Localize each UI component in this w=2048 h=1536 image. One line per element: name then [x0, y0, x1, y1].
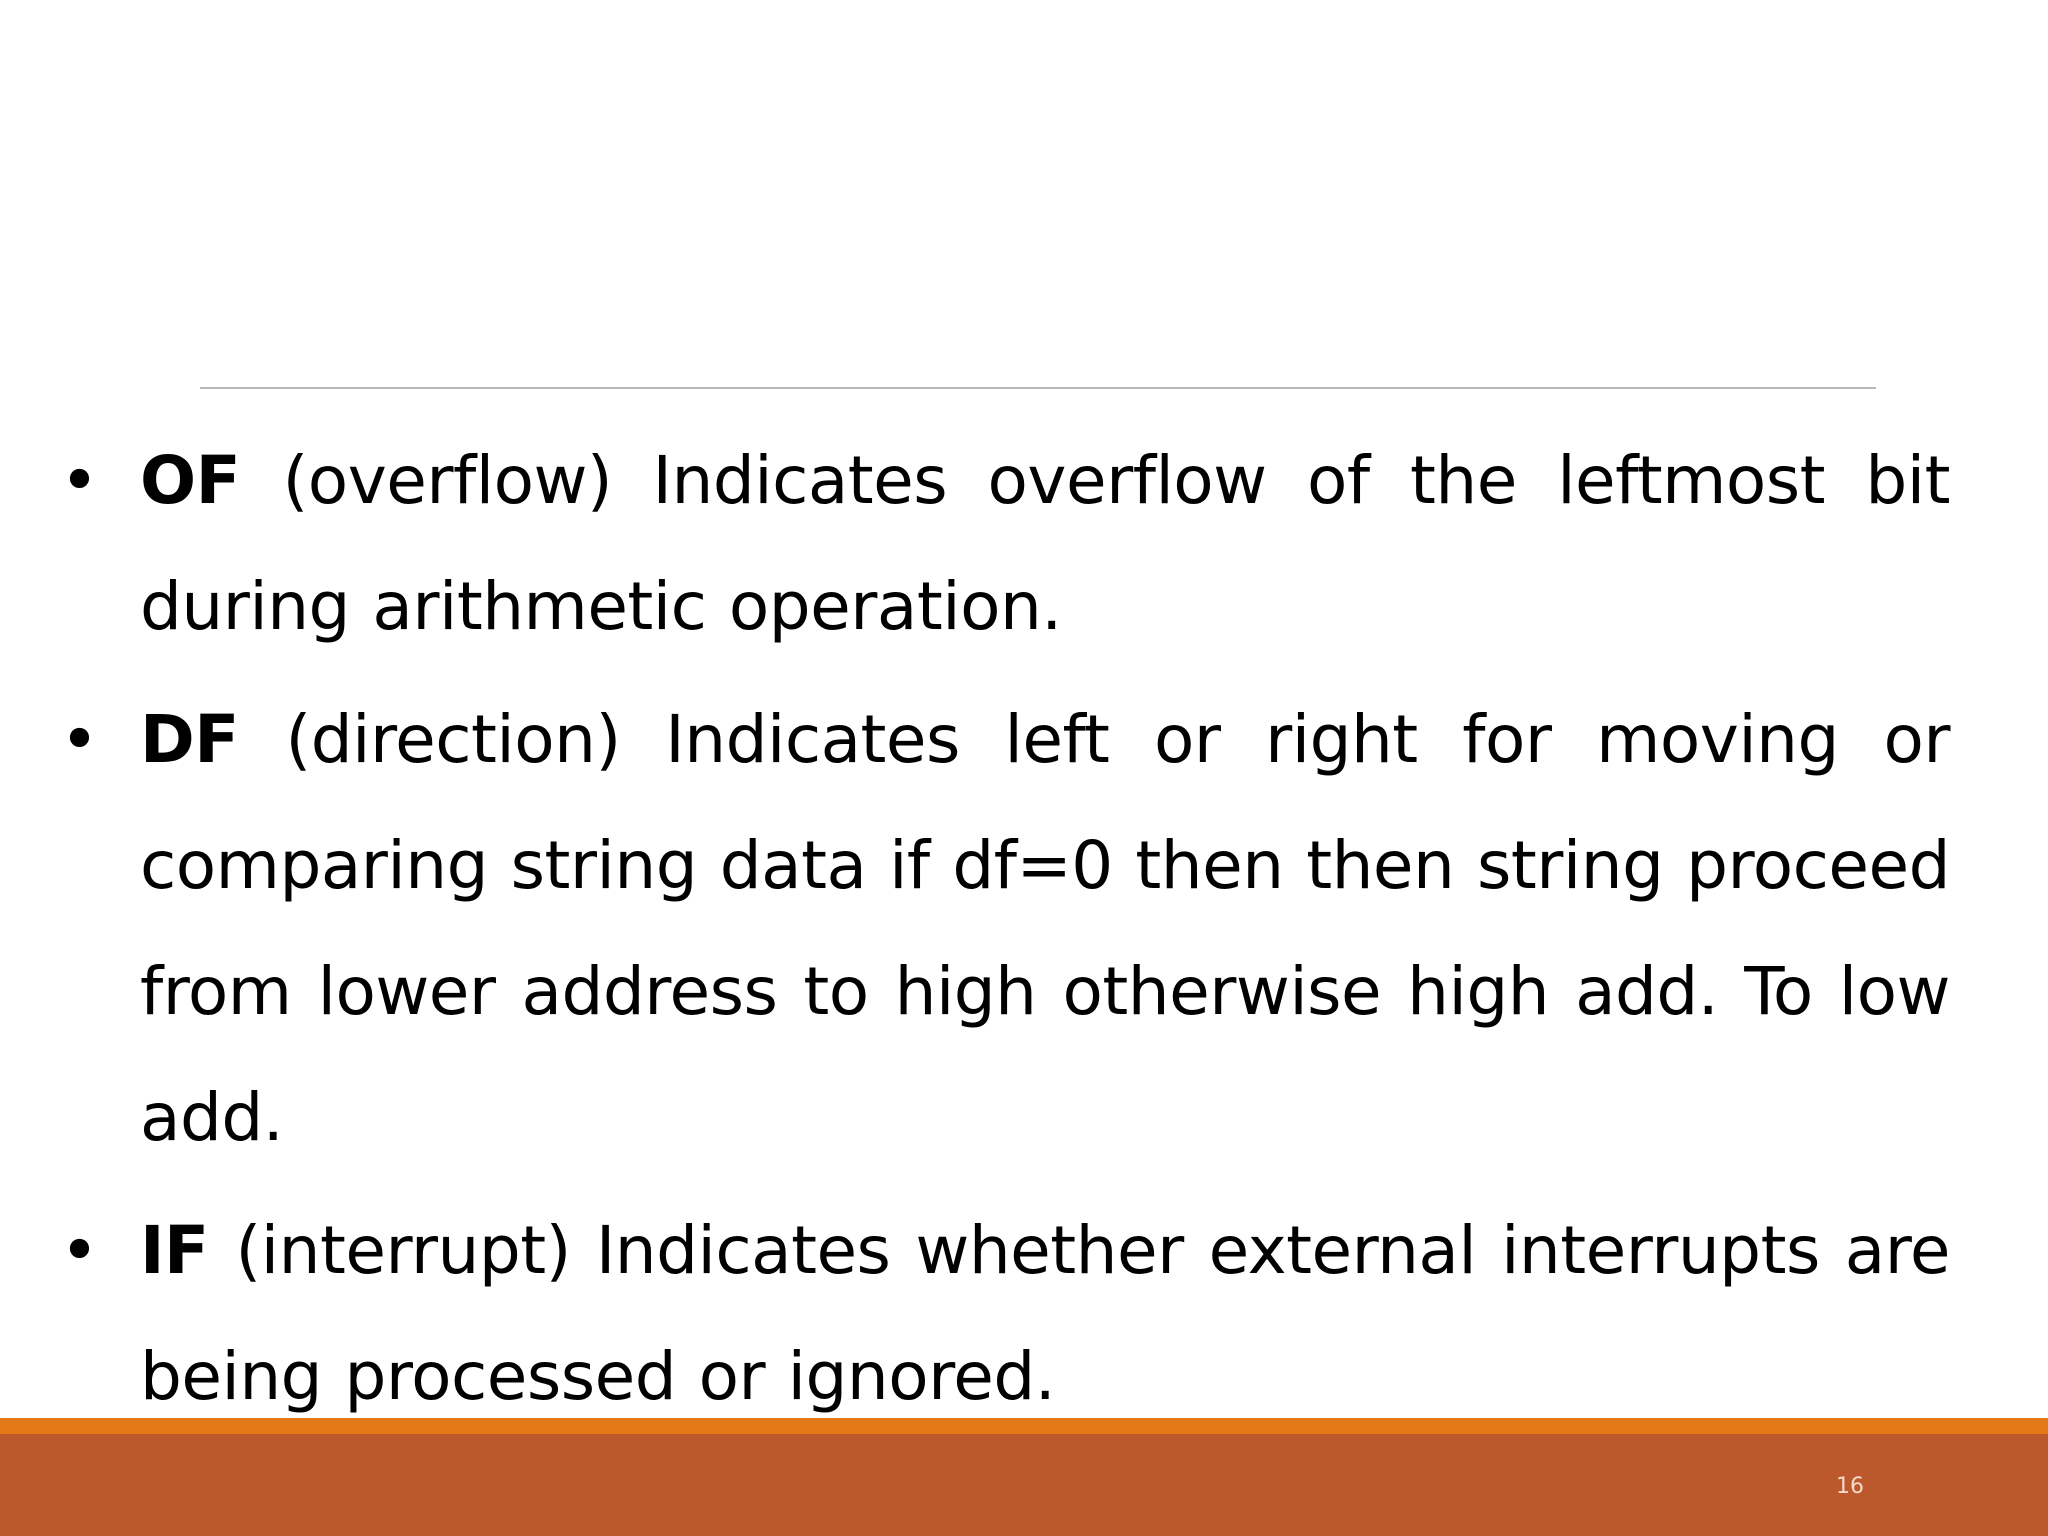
title-divider [200, 387, 1876, 389]
bullet-term: IF [140, 1212, 236, 1289]
footer-bar [0, 1434, 2048, 1536]
bullet-text: (overflow) Indicates overflow of the leftmost bit during arithmetic operation. [140, 442, 1950, 645]
bullet-text: (interrupt) Indicates whether external interrupts are being processed or ignored. [140, 1212, 1950, 1415]
bullet-icon: • [60, 1212, 99, 1289]
bullet-item-of [60, 418, 1950, 670]
footer-accent-stripe [0, 1418, 2048, 1434]
bullet-term: OF [140, 442, 283, 519]
page-number: 16 [1836, 1474, 1864, 1499]
bullet-icon: • [60, 442, 99, 519]
bullet-icon: • [60, 701, 99, 778]
bullet-item-df [60, 677, 1950, 1181]
bullet-term: DF [140, 701, 286, 778]
bullet-text: (direction) Indicates left or right for moving or comparing string data if df=0 then then string proceed from lower address to high otherwise high add. To low add. [140, 701, 1950, 1156]
bullet-list [60, 418, 1950, 1447]
bullet-item-if [60, 1188, 1950, 1440]
